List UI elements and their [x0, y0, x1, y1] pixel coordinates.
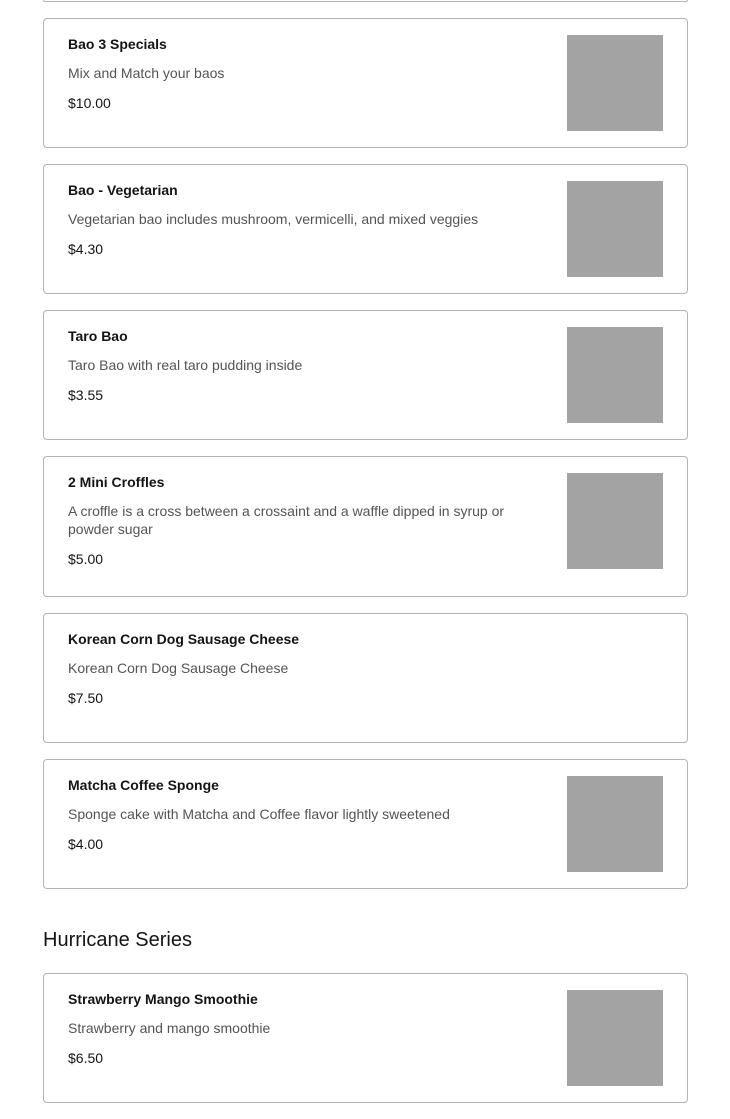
menu-item-name: Strawberry Mango Smoothie [68, 991, 258, 1007]
menu-item-card[interactable] [43, 613, 688, 743]
section-heading: Hurricane Series [43, 929, 192, 951]
menu-list [43, 0, 688, 1119]
menu-item-price: $4.30 [68, 241, 104, 257]
menu-item-description: Strawberry and mango smoothie [68, 1020, 271, 1036]
menu-item-description: Taro Bao with real taro pudding inside [68, 357, 303, 373]
menu-item-name: Bao - Vegetarian [68, 182, 178, 198]
menu-item-description: A croffle is a cross between a crossaint and a waffle dipped in syrup or powder sugar [68, 503, 505, 537]
menu-item-card[interactable] [43, 456, 688, 597]
menu-item-description: Sponge cake with Matcha and Coffee flavor lightly sweetened [68, 806, 450, 822]
menu-item-name: Taro Bao [68, 328, 128, 344]
menu-item-price: $10.00 [68, 95, 111, 111]
menu-item-description: Korean Corn Dog Sausage Cheese [68, 660, 289, 676]
menu-item-name: Bao 3 Specials [68, 36, 167, 52]
menu-item-price: $6.50 [68, 1050, 104, 1066]
menu-item-card[interactable] [43, 759, 688, 889]
menu-item-name: 2 Mini Croffles [68, 474, 165, 490]
menu-item-image[interactable] [567, 776, 663, 872]
menu-item-price: $7.50 [68, 690, 104, 706]
menu-item-image[interactable] [567, 473, 663, 569]
menu-item-card[interactable] [43, 164, 688, 294]
menu-item-price: $5.00 [68, 551, 104, 567]
menu-item-card[interactable] [43, 18, 688, 148]
menu-item-image[interactable] [567, 990, 663, 1086]
menu-item-info [44, 614, 687, 735]
previous-card-edge [43, 0, 688, 2]
menu-item-name: Korean Corn Dog Sausage Cheese [68, 631, 300, 647]
menu-item-image[interactable] [567, 327, 663, 423]
menu-item-name: Matcha Coffee Sponge [68, 777, 219, 793]
menu-item-price: $3.55 [68, 387, 104, 403]
menu-item-image[interactable] [567, 35, 663, 131]
menu-item-image[interactable] [567, 181, 663, 277]
menu-item-price: $4.00 [68, 836, 104, 852]
menu-item-description: Mix and Match your baos [68, 65, 225, 81]
menu-item-description: Vegetarian bao includes mushroom, vermicelli, and mixed veggies [68, 211, 479, 227]
menu-item-card[interactable] [43, 310, 688, 440]
menu-item-card[interactable] [43, 973, 688, 1103]
